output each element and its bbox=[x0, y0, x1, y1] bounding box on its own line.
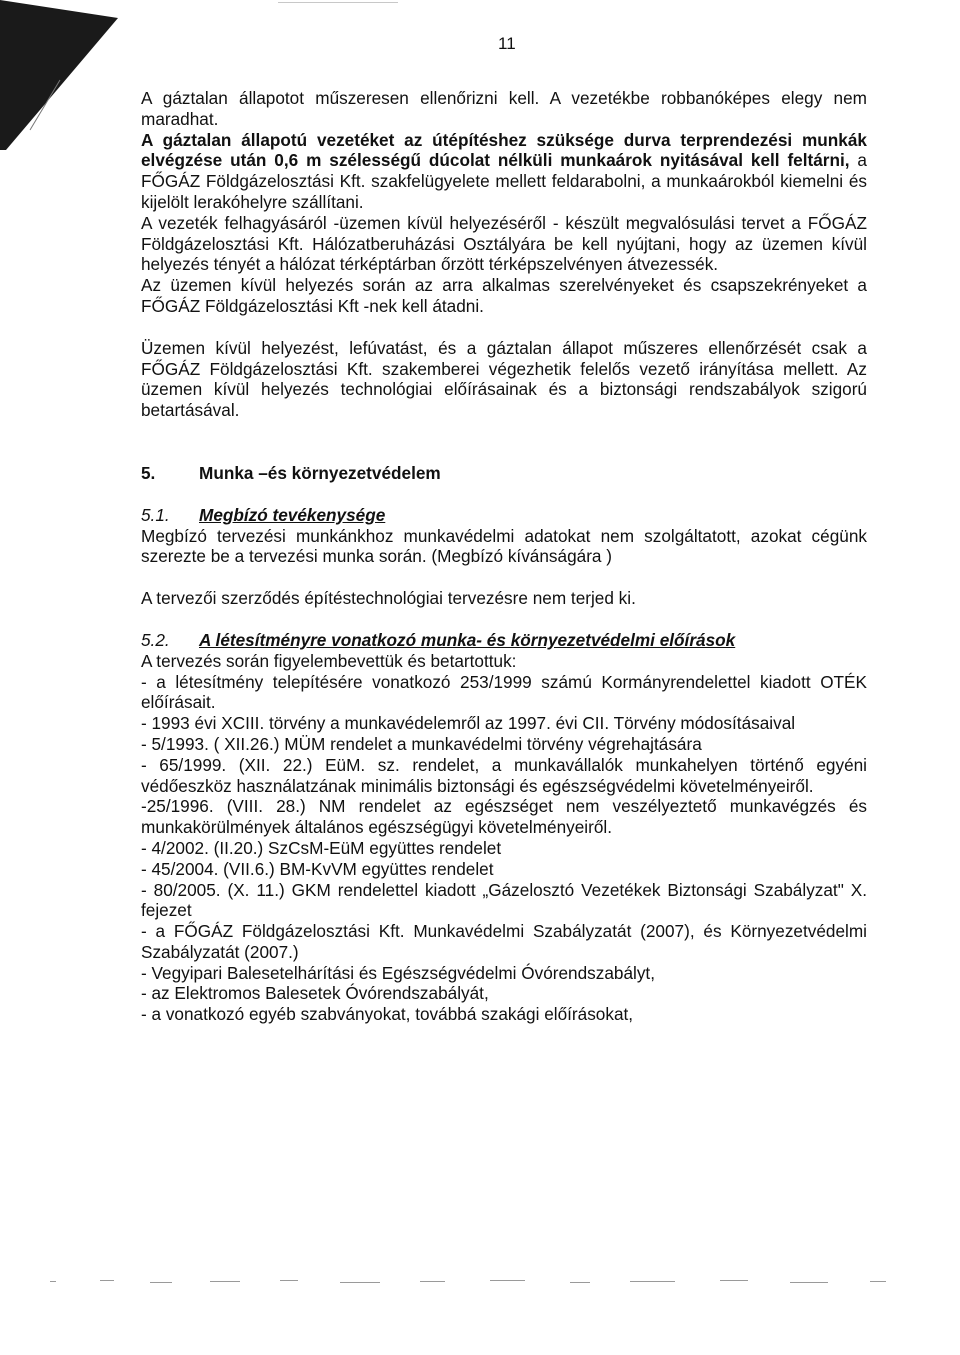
section-5-2-number: 5.2. bbox=[141, 629, 170, 650]
list-item: - a létesítmény telepítésére vonatkozó 253/1999 számú Kormányrendelettel kiadott OTÉK előírásait. bbox=[141, 671, 867, 713]
paragraph-excavation-bold: A gáztalan állapotú vezetéket az útépítéshez szüksége durva terprendezési munkák elvégzése után 0,6 m szélességű dúcolat nélküli munkaárok nyitásával kell feltárni, bbox=[141, 129, 867, 171]
spacer bbox=[141, 442, 867, 463]
regulation-list bbox=[141, 672, 867, 1026]
spacer bbox=[141, 609, 867, 630]
list-item: - 5/1993. ( XII.26.) MÜM rendelet a munkavédelmi törvény végrehajtására bbox=[141, 733, 702, 754]
list-item: - 65/1999. (XII. 22.) EüM. sz. rendelet, a munkavállalók munkahelyen történő egyéni védőeszköz használatzának minimális biztonsági és egészségvédelmi követelményeiről. bbox=[141, 754, 867, 796]
spacer bbox=[141, 421, 867, 442]
document-body bbox=[141, 88, 867, 1025]
spacer bbox=[141, 484, 867, 505]
paragraph-intro: A gáztalan állapotot műszeresen ellenőrizni kell. A vezetékbe robbanóképes elegy nem maradhat. bbox=[141, 88, 867, 129]
page-number: 11 bbox=[498, 34, 516, 53]
section-5-1-title: Megbízó tevékenysége bbox=[199, 504, 386, 525]
section-5-2-intro: A tervezés során figyelembevettük és betartottuk: bbox=[141, 650, 517, 671]
section-5-number: 5. bbox=[141, 462, 156, 483]
paragraph-authority: Üzemen kívül helyezést, lefúvatást, és a gáztalan állapot műszeres ellenőrzését csak a FŐGÁZ Földgázelosztási Kft. szakemberei végezhetik felelős vezető irányítása mellett. Az üzemen kívül helyezés technológiai előírásainak és a biztonsági rendszabályok szigorú betartásával. bbox=[141, 337, 867, 421]
section-5-1-text-2: A tervezői szerződés építéstechnológiai tervezésre nem terjed ki. bbox=[141, 588, 636, 609]
list-item: - 45/2004. (VII.6.) BM-KvVM együttes rendelet bbox=[141, 858, 494, 879]
list-item: -25/1996. (VIII. 28.) NM rendelet az egészséget nem veszélyeztető munkavégzés és munkakörülmények általános egészségügyi követelményeiről. bbox=[141, 796, 867, 838]
paragraph-handover: Az üzemen kívül helyezés során az arra alkalmas szerelvényeket és csapszekrényeket a FŐGÁZ Földgázelosztási Kft -nek kell átadni. bbox=[141, 275, 867, 316]
list-item: - az Elektromos Balesetek Óvórendszabályát, bbox=[141, 983, 489, 1004]
paragraph-excavation bbox=[141, 130, 867, 213]
list-item: - Vegyipari Balesetelhárítási és Egészségvédelmi Óvórendszabályt, bbox=[141, 962, 655, 983]
section-5-1-text: Megbízó tervezési munkánkhoz munkavédelmi adatokat nem szolgáltatott, azokat cégünk szerezte be a tervezési munka során. (Megbízó kívánságára ) bbox=[141, 525, 867, 567]
scan-noise-strip bbox=[40, 1276, 920, 1288]
list-item: - 80/2005. (X. 11.) GKM rendelettel kiadott „Gázelosztó Vezetékek Biztonsági Szabályzat" X. fejezet bbox=[141, 879, 867, 921]
paragraph-excavation-tail: a FŐGÁZ Földgázelosztási Kft. szakfelügyelete mellett feldarabolni, a munkaárokból kiemelni és kijelölt lerakóhelyre szállítani. bbox=[141, 150, 867, 212]
spacer bbox=[141, 567, 867, 588]
section-5-heading bbox=[141, 463, 867, 484]
paragraph-decommission-plan: A vezeték felhagyásáról -üzemen kívül helyezéséről - készült megvalósulási tervet a FŐGÁZ Földgázelosztási Kft. Hálózatberuházási Osztályára be kell nyújtani, hogy az üzemen kívül helyezés tényét a hálózat térképtárban őrzött térképszelvényen átvezessék. bbox=[141, 212, 867, 275]
section-5-title: Munka –és környezetvédelem bbox=[199, 462, 441, 483]
list-item: - 4/2002. (II.20.) SzCsM-EüM együttes rendelet bbox=[141, 837, 502, 858]
section-5-1-heading bbox=[141, 505, 867, 526]
section-5-1-number: 5.1. bbox=[141, 504, 170, 525]
scan-corner-mark bbox=[0, 0, 130, 160]
list-item: - a FŐGÁZ Földgázelosztási Kft. Munkavédelmi Szabályzatát (2007), és Környezetvédelmi Szabályzatát (2007.) bbox=[141, 921, 867, 962]
scan-top-rule bbox=[278, 2, 398, 3]
list-item: - a vonatkozó egyéb szabványokat, továbbá szakági előírásokat, bbox=[141, 1004, 634, 1025]
list-item: - 1993 évi XCIII. törvény a munkavédelemről az 1997. évi CII. Törvény módosításaival bbox=[141, 713, 796, 734]
section-5-2-title: A létesítményre vonatkozó munka- és környezetvédelmi előírások bbox=[199, 629, 736, 650]
spacer bbox=[141, 317, 867, 338]
section-5-2-heading bbox=[141, 630, 867, 651]
